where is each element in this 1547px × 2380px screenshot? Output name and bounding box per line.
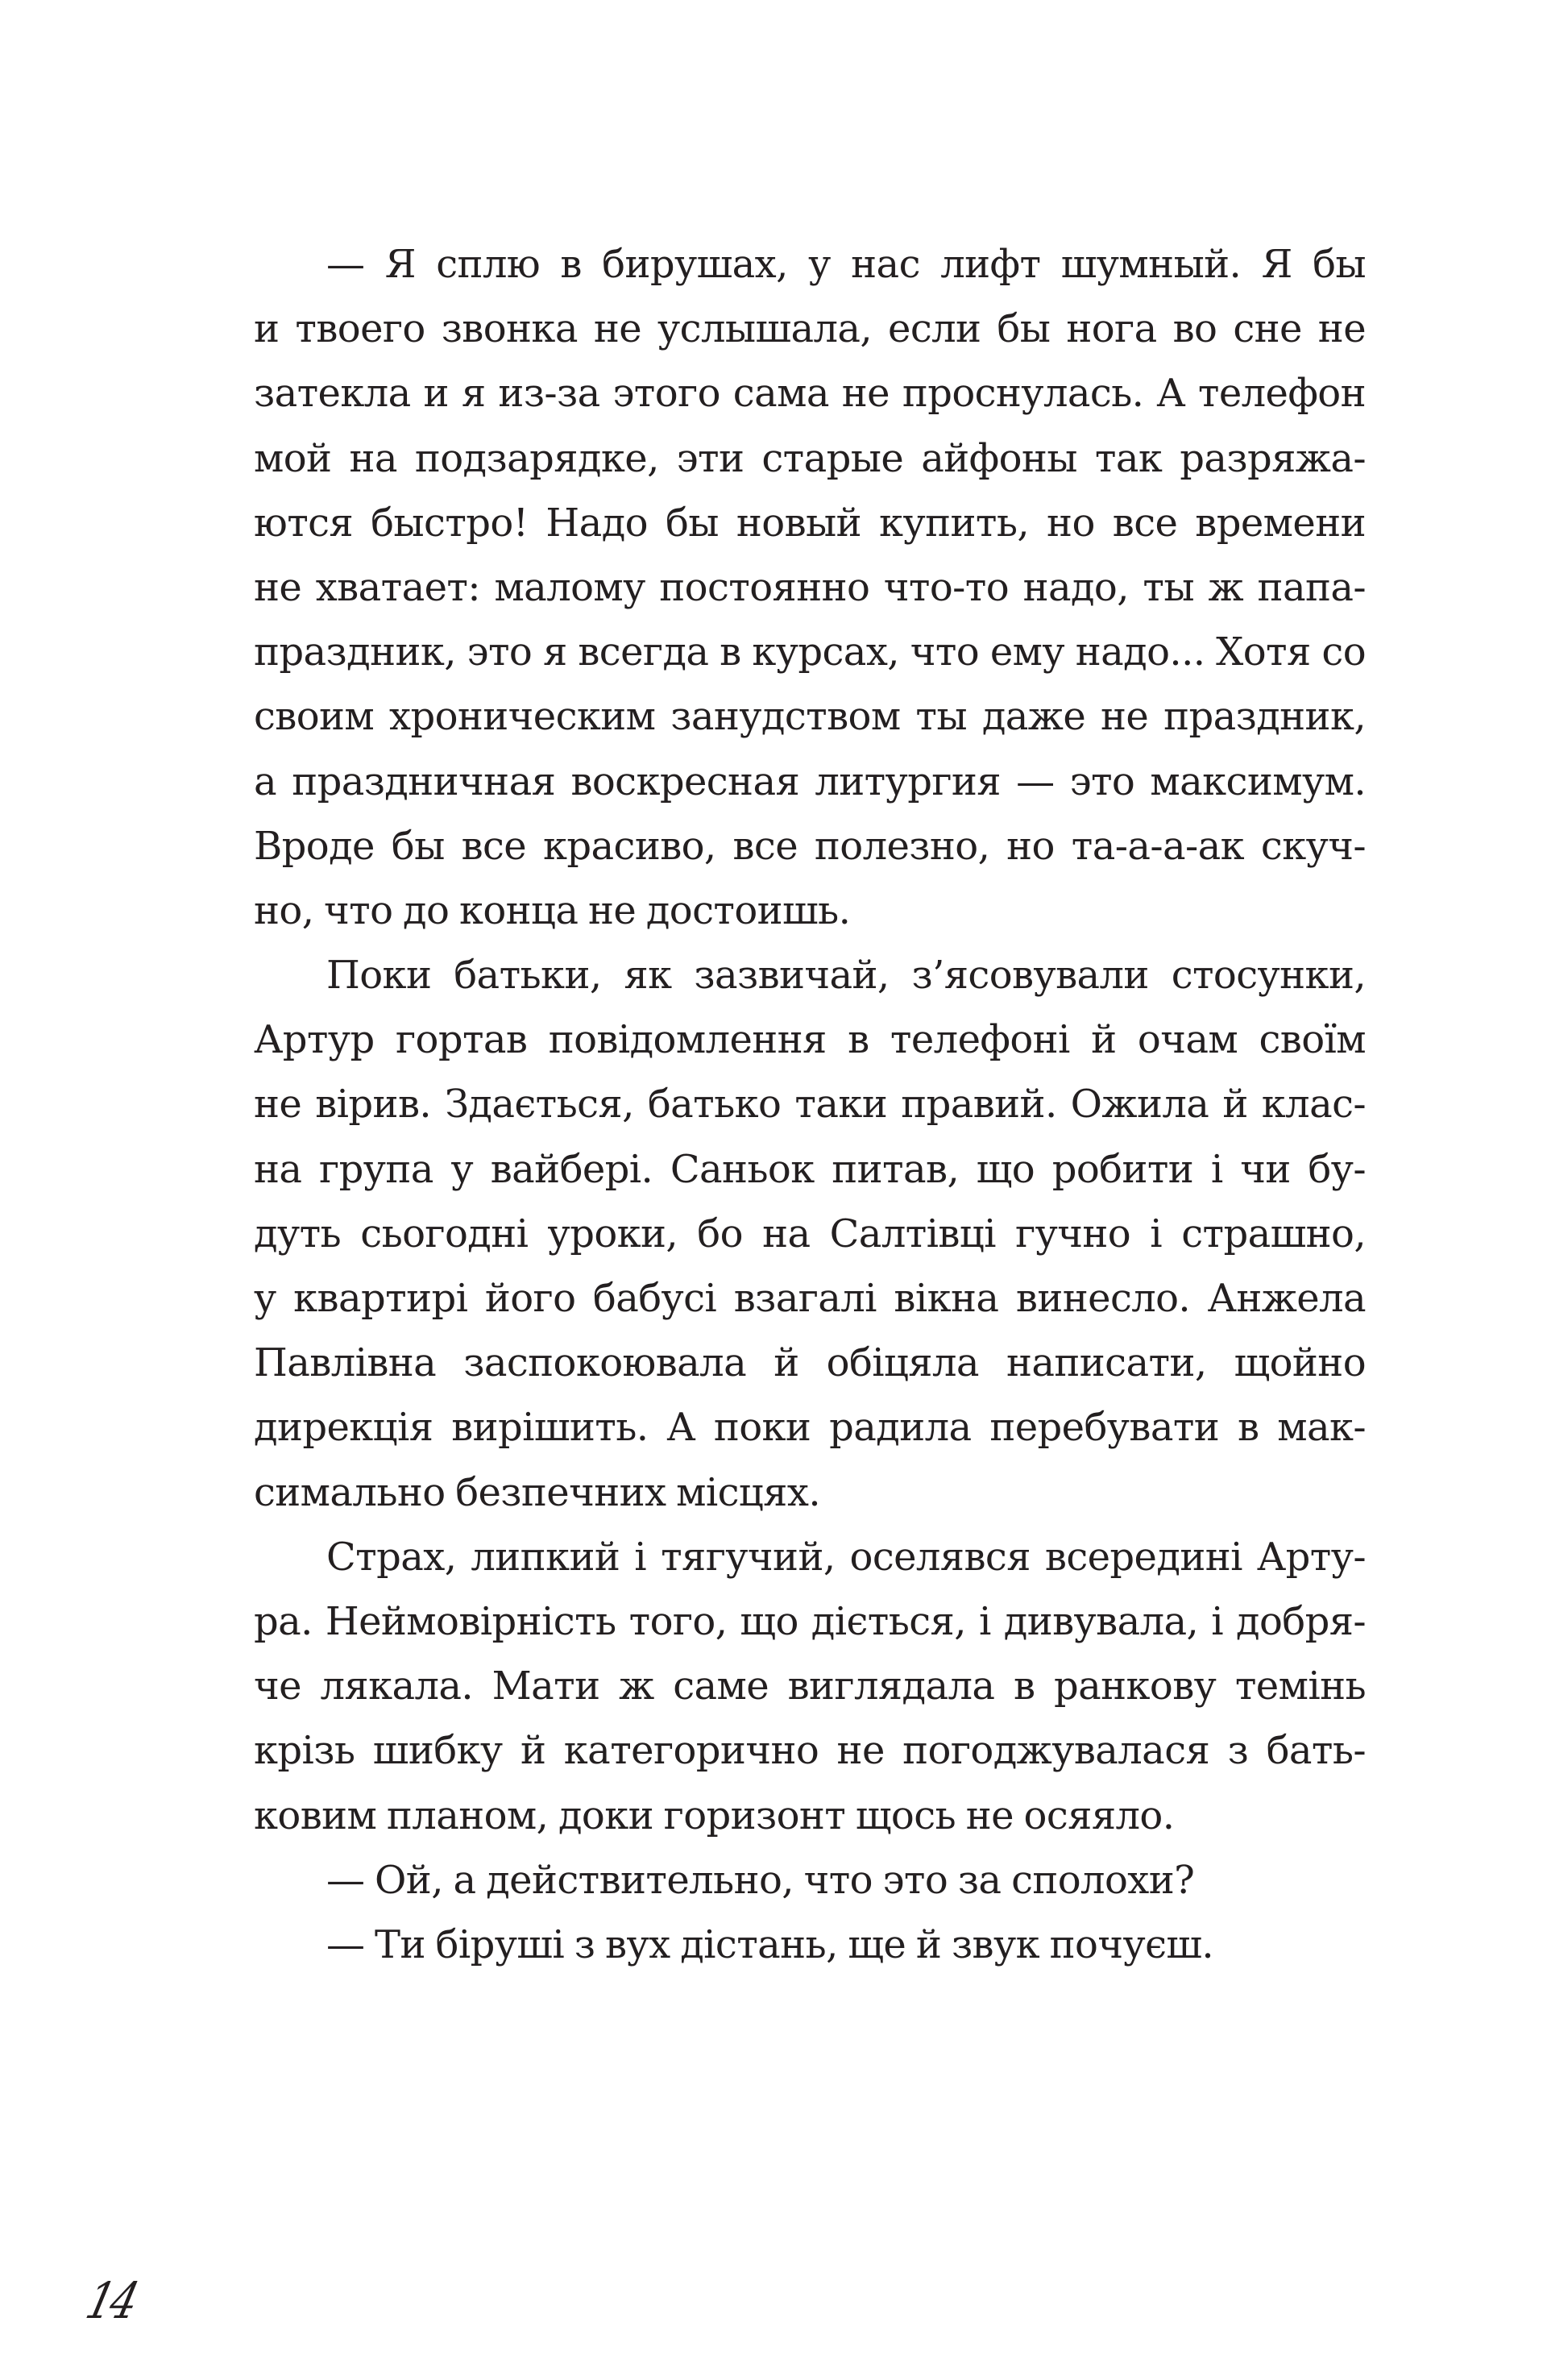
text-line: — Ой, а действительно, что это за сполохи?	[326, 1857, 1195, 1903]
text-line: Поки батьки, як зазвичай, з’ясовували стосунки,	[326, 953, 1366, 999]
text-line: ра. Неймовірність того, що діється, і дивувала, і добря-	[254, 1598, 1366, 1644]
text-line: у квартирі його бабусі взагалі вікна винесло. Анжела	[254, 1276, 1366, 1321]
text-line: — Я сплю в бирушах, у нас лифт шумный. Я бы	[326, 242, 1366, 287]
text-line: Страх, липкий і тягучий, оселявся всередині Арту-	[326, 1534, 1366, 1580]
text-line: ются быстро! Надо бы новый купить, но все времени	[254, 500, 1366, 546]
text-line: мой на подзарядке, эти старые айфоны так разряжа-	[254, 435, 1366, 481]
text-line: своим хроническим занудством ты даже не праздник,	[254, 694, 1366, 740]
text-line: Артур гортав повідомлення в телефоні й очам своїм	[254, 1017, 1366, 1063]
text-line: ковим планом, доки горизонт щось не осяяло.	[254, 1792, 1175, 1838]
text-line: праздник, это я всегда в курсах, что ему надо... Хотя со	[254, 629, 1366, 675]
text-line: а праздничная воскресная литургия — это максимум.	[254, 758, 1366, 804]
text-line: не хватает: малому постоянно что-то надо, ты ж папа-	[254, 564, 1366, 610]
text-line: крізь шибку й категорично не погоджувалася з бать-	[254, 1728, 1366, 1774]
text-line: дуть сьогодні уроки, бо на Салтівці гучно і страшно,	[254, 1211, 1366, 1256]
text-line: затекла и я из-за этого сама не проснулась. А телефон	[254, 371, 1366, 417]
paragraph-3	[254, 1525, 1366, 1848]
text-line: дирекція вирішить. А поки радила перебувати в мак-	[254, 1405, 1366, 1451]
dialogue-line-1	[254, 1848, 1366, 1913]
text-line: но, что до конца не достоишь.	[254, 887, 851, 933]
text-line: Павлівна заспокоювала й обіцяла написати, щойно	[254, 1340, 1366, 1386]
body-text	[254, 232, 1366, 1977]
paragraph-2	[254, 943, 1366, 1525]
text-line: че лякала. Мати ж саме виглядала в ранкову темінь	[254, 1664, 1366, 1709]
text-line: не вірив. Здається, батько таки правий. Ожила й клас-	[254, 1082, 1366, 1128]
text-line: Вроде бы все красиво, все полезно, но та-а-а-ак скуч-	[254, 823, 1366, 869]
dialogue-line-2	[254, 1913, 1366, 1977]
page-number: 14	[81, 2271, 143, 2330]
text-line: симально безпечних місцях.	[254, 1469, 820, 1515]
text-line: на група у вайбері. Саньок питав, що робити і чи бу-	[254, 1146, 1366, 1192]
text-line: — Ти біруші з вух дістань, ще й звук почуєш.	[326, 1921, 1214, 1967]
paragraph-1	[254, 232, 1366, 943]
text-line: и твоего звонка не услышала, если бы нога во сне не	[254, 306, 1366, 352]
